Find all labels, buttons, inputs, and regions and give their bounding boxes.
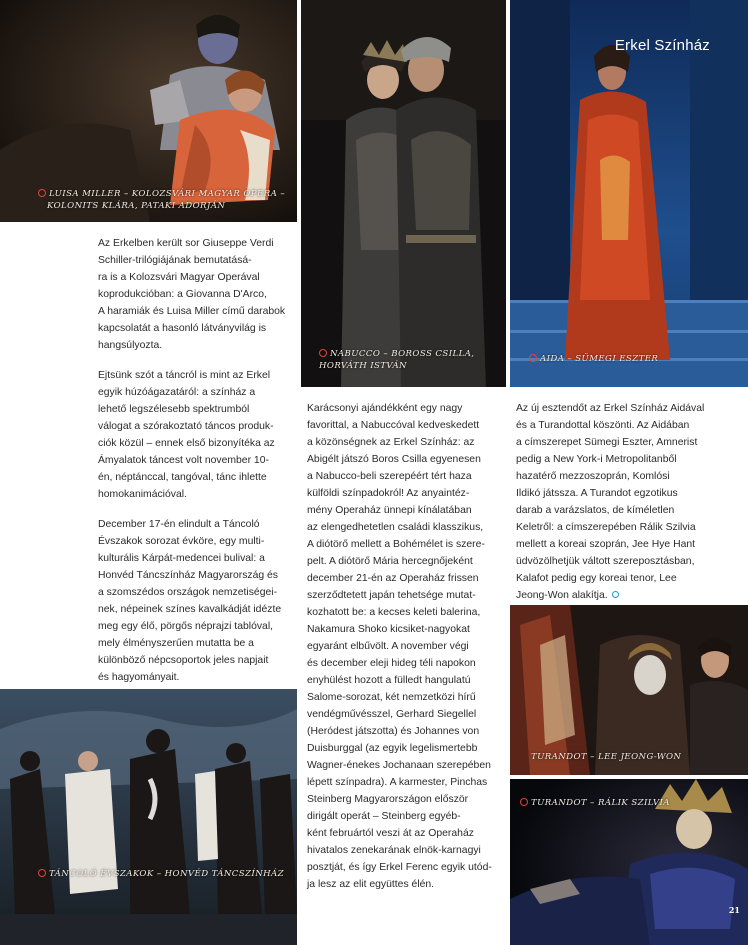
caption-turandot-ralik-szilvia: TURANDOT – RÁLIK SZILVIA (520, 797, 670, 809)
paragraph: Ejtsünk szót a táncról is mint az Erkel egyik húzóágazatáról: a színház a lehető legszélesebb spektrumból válogat a szórakoztató táncos produk- ciók közül – ennek első bizonyítéka az Ámyalatok táncest volt november 10- én, néptánccal, tangóval, tánc ihlette homokanimációval. (98, 370, 275, 500)
section-title: Erkel Színház (614, 37, 710, 54)
photo-turandot-lee-jeong-won (510, 605, 748, 775)
article-column-left (98, 235, 294, 699)
caption-aida: AIDA – SÜMEGI ESZTER (529, 353, 658, 365)
caption-nabucco: NABUCCO – BOROSS CSILLA, HORVÁTH ISTVÁN (319, 349, 475, 371)
caption-luisa-miller: LUISA MILLER – KOLOZSVÁRI MAGYAR OPERA – KOLONITS KLÁRA, PATAKI ADORJÁN (38, 188, 285, 212)
photo-nabucco (301, 0, 506, 387)
paragraph: Az új esztendőt az Erkel Színház Aidával és a Turandottal köszönti. Az Aidában a címszerepet Sümegi Eszter, Amnerist pedig a New York-i Metropolitanből hazatérő mezzoszoprán, Komlósi Ildikó játssza. A Turandot egzotikus darab a varázslatos, de kíméletlen Keletről: a címszerepében Rálik Szilvia mellett a koreai szoprán, Jee Hye Hant üdvözölhetjük váltott szereposztásban, Kalafot pedig egy koreai tenor, Lee Jeong-Won alakítja. (516, 403, 705, 601)
caption-bullet-icon (38, 869, 46, 877)
caption-bullet-icon (529, 354, 537, 362)
article-end-icon (612, 591, 619, 598)
caption-bullet-icon (38, 189, 46, 197)
article-column-right (516, 400, 742, 617)
article-column-middle (307, 400, 503, 906)
photo-tancolo-evszakok (0, 689, 297, 945)
page-number: 21 (728, 905, 740, 915)
paragraph: Karácsonyi ajándékként egy nagy favorittal, a Nabuccóval kedveskedett a közönségnek az Erkel Színház: az Abigélt játszó Boros Csilla egyenesen a Nabucco-beli szerepéért tért haza külföldi színpadokról! Az anyaintéz- mény Operaház ünnepi kínálatában az elengedhetetlen családi klasszikus, A diótörő mellett a Bohémélet is szere- pelt. A diótörő Mária hercegnőjeként december 21-én az Operaház frissen szerződtetett japán tehetsége mutat- kozhatott be: a kecses keleti balerina, Nakamura Shoko kicsiket-nagyokat egyaránt elbűvölt. A november végi és december eleji hideg téli napokon enyhülést hozott a fülledt hangulatú Salome-sorozat, két nemzetközi hírű vendégművésszel, Gerhard Siegellel (Heródest játszotta) és Johannes von Duisburggal (az egyik legelismertebb Wagner-énekes Jochanaan szerepében lépett színpadra). A karmester, Pinchas Steinberg Magyarországon először dirigált operát – Steinberg egyéb- ként februártól veszi át az Operaház hivatalos zenekarának elnök-karnagyi posztját, és így Erkel Ferenc egyik utód- ja lesz az elit együttes élén. (307, 403, 492, 890)
paragraph: December 17-én elindult a Táncoló Évszakok sorozat évköre, egy multi- kulturális Kárpát-medencei bulival: a Honvéd Táncszínház Magyarország és a szomszédos országok nemzetiségei- nek, népeinek színes kavalkádját idézte meg egy élő, pörgős néprajzi tablóval, mely élményszerűen mutatta be a különböző népcsoportok jeles napjait és hagyományait. (98, 519, 282, 683)
paragraph: Az Erkelben került sor Giuseppe Verdi Schiller-trilógiájának bemutatásá- ra is a Kolozsvári Magyar Operával koprodukcióban: a Giovanna D'Arco, A haramiák és Luisa Miller című darabok kapcsolatát a hasonló látványvilág is hangsúlyozta. (98, 238, 286, 351)
photo-aida (510, 0, 748, 387)
caption-turandot-lee-jeong-won: TURANDOT – LEE JEONG-WON (531, 752, 682, 762)
caption-tancolo-evszakok: TÁNCOLÓ ÉVSZAKOK – HONVÉD TÁNCSZÍNHÁZ (38, 868, 284, 880)
caption-bullet-icon (319, 349, 327, 357)
caption-bullet-icon (520, 798, 528, 806)
